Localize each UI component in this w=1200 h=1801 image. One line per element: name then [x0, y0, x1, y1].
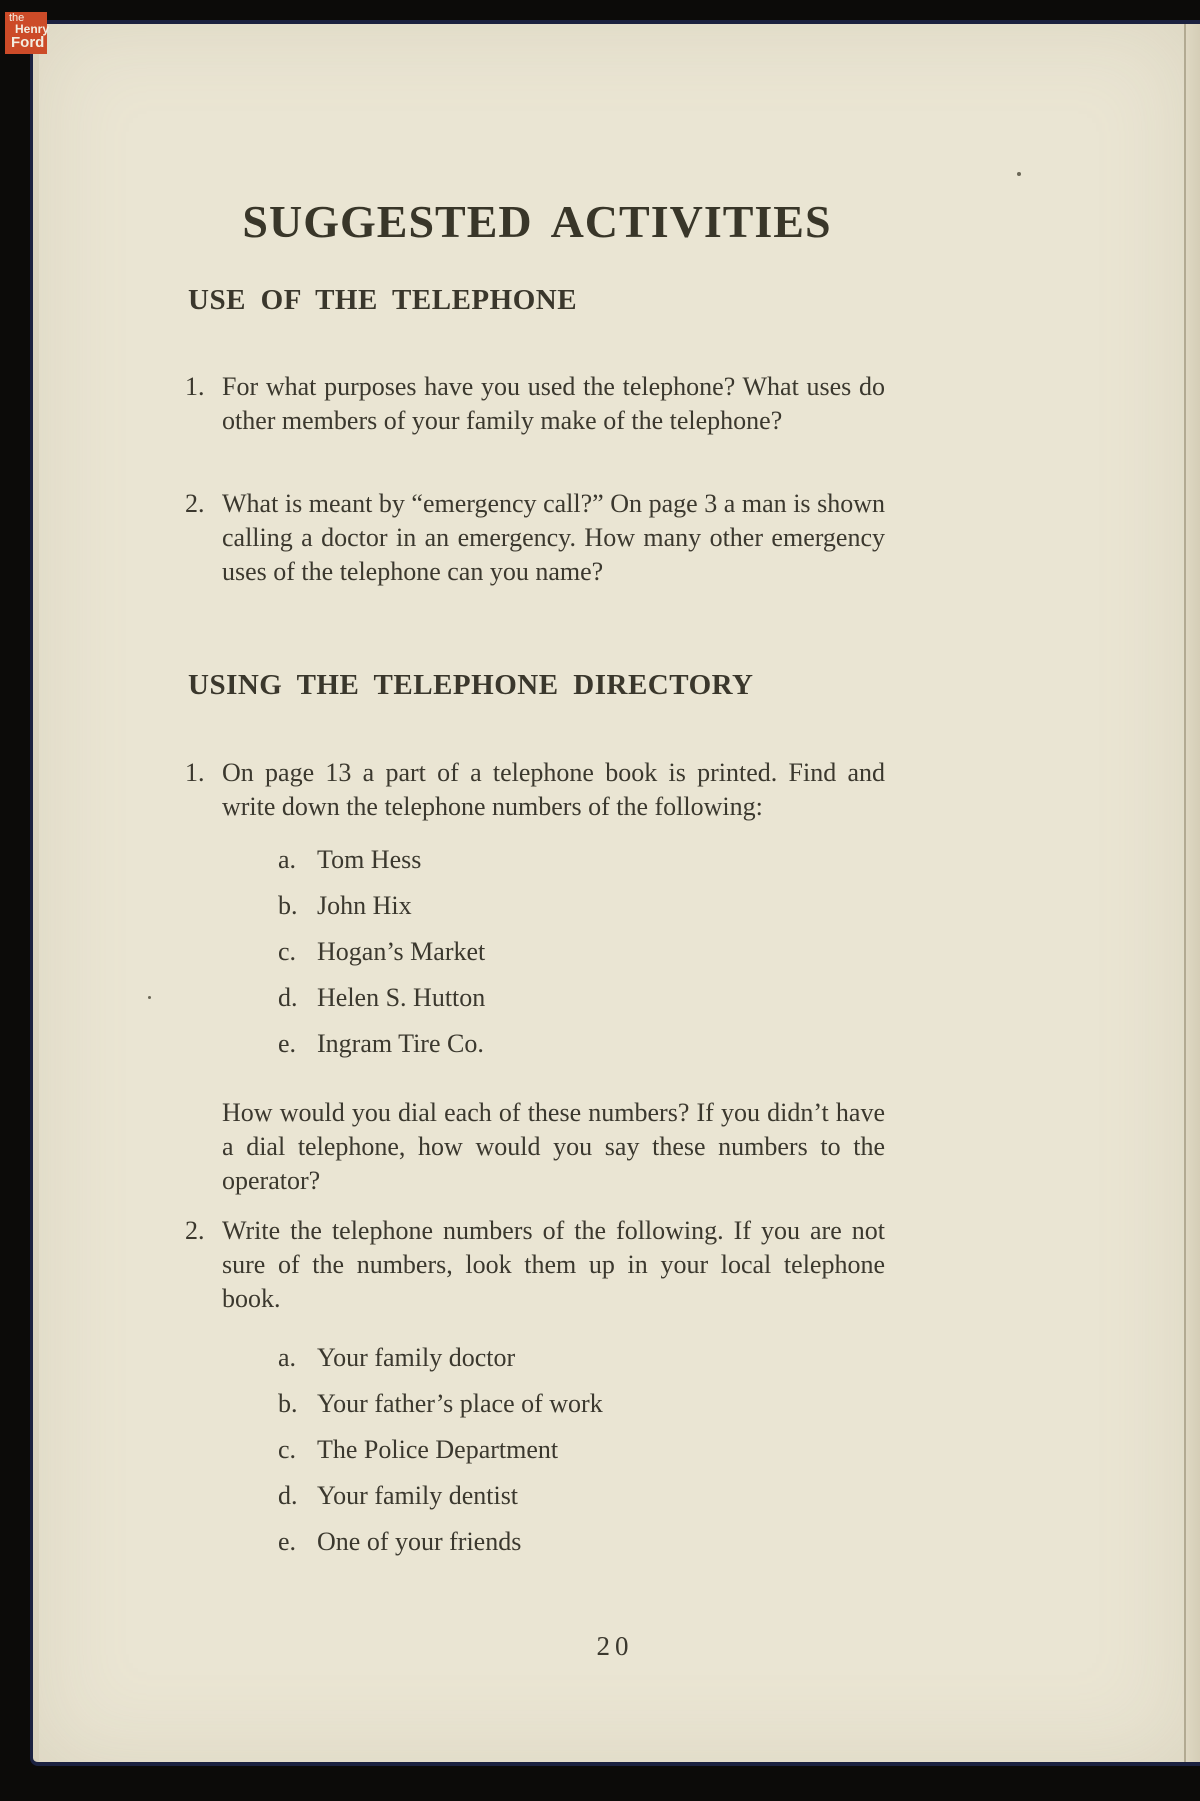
logo-text-ford: Ford	[11, 34, 45, 51]
item-number: 2.	[185, 489, 205, 518]
sublist-directory-names	[278, 843, 485, 1073]
list-item	[185, 1214, 885, 1316]
list-item	[278, 843, 485, 889]
list-item	[278, 889, 485, 935]
sub-item-text: Your father’s place of work	[317, 1389, 603, 1418]
sub-item-text: Your family dentist	[317, 1481, 519, 1510]
item-text: Write the telephone numbers of the following. If you are not sure of the numbers, look them up in your local telephone book.	[222, 1216, 885, 1313]
sub-item-letter: e.	[278, 1527, 297, 1556]
sub-item-text: Tom Hess	[317, 845, 422, 874]
sub-item-letter: c.	[278, 1435, 297, 1464]
item-number: 1.	[185, 758, 205, 787]
list-item	[278, 1525, 603, 1571]
sublist-numbers-to-write	[278, 1341, 603, 1571]
page-edge-strip	[1184, 24, 1200, 1762]
list-item	[278, 935, 485, 981]
list-item	[185, 370, 885, 438]
page-number: 20	[596, 1631, 634, 1661]
section-heading-telephone-directory: USING THE TELEPHONE DIRECTORY	[188, 669, 754, 701]
followup-paragraph: How would you dial each of these numbers? If you didn’t have a dial telephone, how would you say these numbers to the operator?	[222, 1098, 885, 1195]
logo-text-the: the	[9, 12, 25, 24]
sub-item-text: Helen S. Hutton	[317, 983, 486, 1012]
item-text: For what purposes have you used the telephone? What uses do other members of your family make of the telephone?	[222, 372, 885, 435]
henry-ford-logo	[5, 12, 50, 54]
scanned-book-page	[30, 20, 1200, 1766]
sub-item-letter: d.	[278, 1481, 298, 1510]
sub-item-text: John Hix	[317, 891, 412, 920]
list-item	[278, 1341, 603, 1387]
sub-item-text: The Police Department	[317, 1435, 559, 1464]
logo-text-henry: Henry	[15, 22, 50, 36]
item-number: 1.	[185, 372, 205, 401]
item-number: 2.	[185, 1216, 205, 1245]
paper-speck	[1017, 172, 1021, 176]
sub-item-letter: d.	[278, 983, 298, 1012]
list-item	[278, 1479, 603, 1525]
sub-item-letter: b.	[278, 891, 298, 920]
sub-item-text: Your family doctor	[317, 1343, 516, 1372]
list-item	[278, 1027, 485, 1073]
sub-item-letter: a.	[278, 1343, 297, 1372]
list-item	[185, 487, 885, 589]
sub-item-letter: b.	[278, 1389, 298, 1418]
sub-item-letter: e.	[278, 1029, 297, 1058]
item-text: What is meant by “emergency call?” On page 3 a man is shown calling a doctor in an emergency. How many other emergency uses of the telephone can you name?	[222, 489, 885, 586]
list-item	[278, 1433, 603, 1479]
sub-item-text: Hogan’s Market	[317, 937, 486, 966]
list-item	[278, 981, 485, 1027]
sub-item-text: One of your friends	[317, 1527, 522, 1556]
page-title: SUGGESTED ACTIVITIES	[242, 196, 832, 247]
section-heading-use-of-telephone: USE OF THE TELEPHONE	[188, 284, 578, 316]
paper-speck	[148, 996, 151, 999]
list-item	[185, 756, 885, 824]
item-text: On page 13 a part of a telephone book is printed. Find and write down the telephone numbers of the following:	[222, 758, 885, 821]
list-item	[278, 1387, 603, 1433]
sub-item-text: Ingram Tire Co.	[317, 1029, 484, 1058]
sub-item-letter: c.	[278, 937, 297, 966]
sub-item-letter: a.	[278, 845, 297, 874]
